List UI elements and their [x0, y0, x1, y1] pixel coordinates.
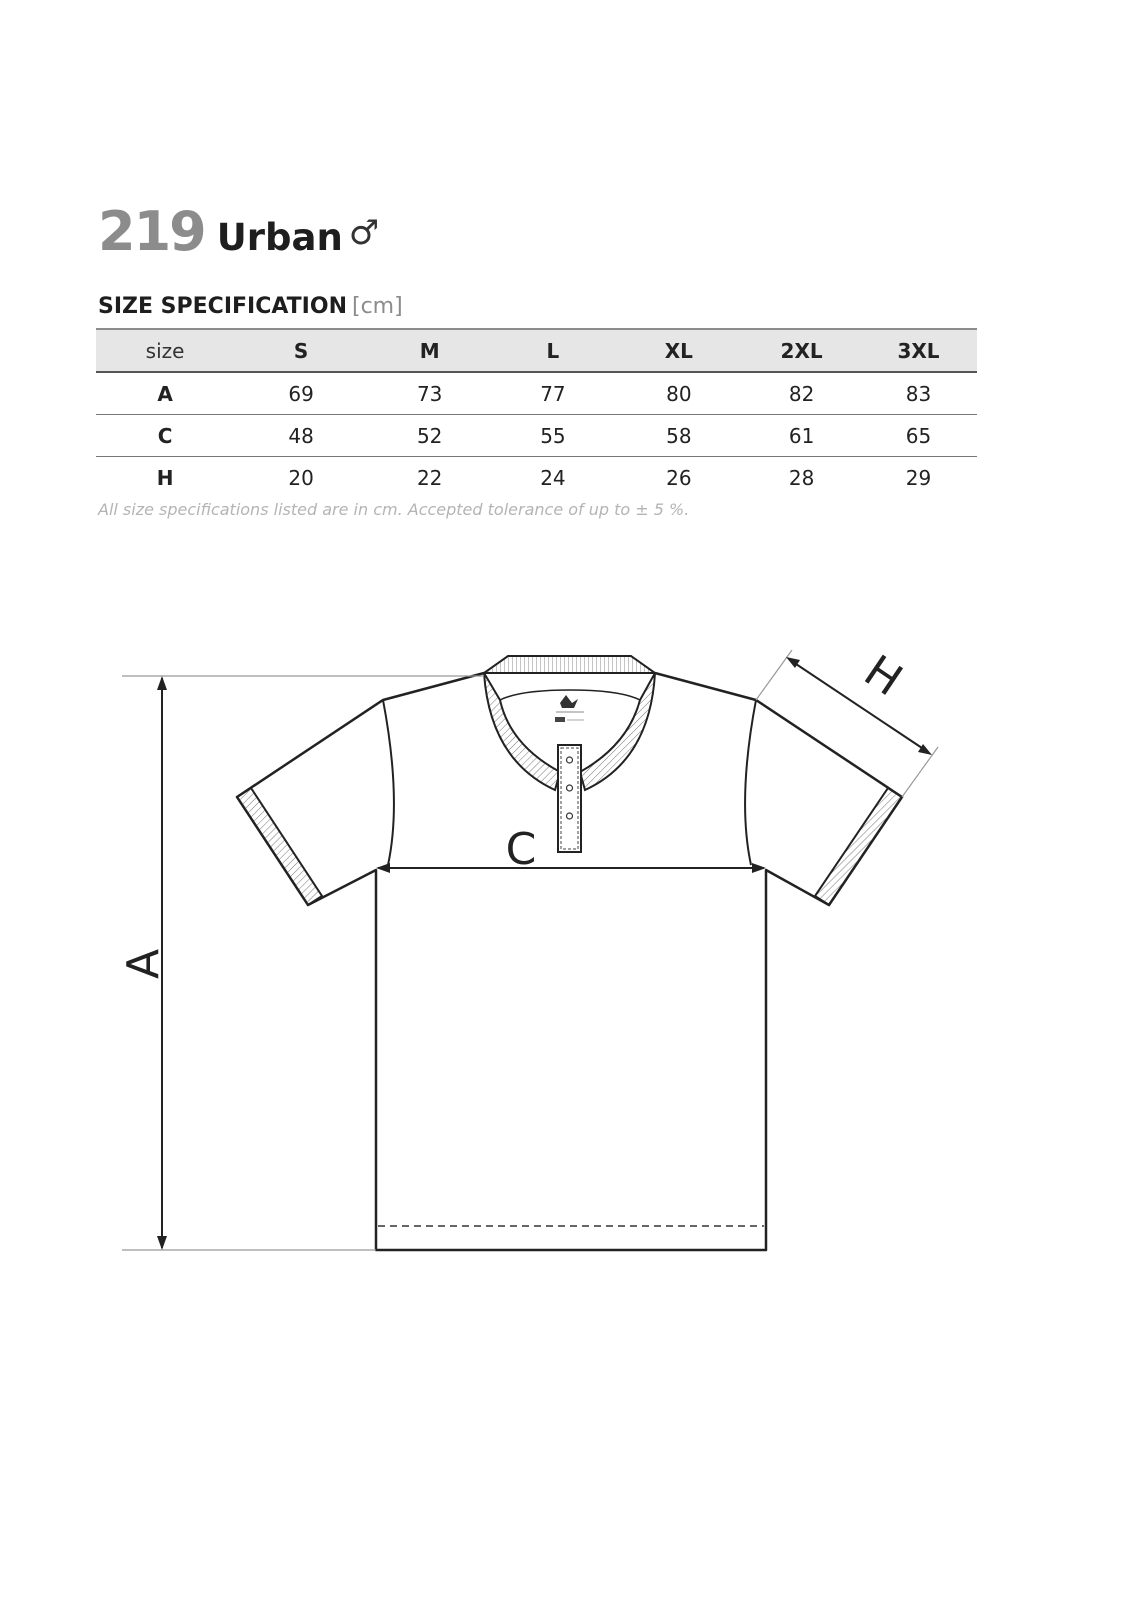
male-icon: ♂: [348, 213, 380, 253]
arrowhead: [157, 1236, 167, 1250]
size-spec-title: SIZE SPECIFICATION: [98, 294, 347, 319]
column-header: L: [491, 329, 614, 372]
dimension-h-extension: [902, 747, 938, 797]
table-cell: 58: [615, 415, 744, 457]
table-cell: 82: [788, 381, 815, 406]
table-cell: 28: [743, 457, 860, 499]
product-name: Urban: [216, 216, 343, 259]
tolerance-note: All size specifications listed are in cm. Accepted tolerance of up to ± 5 %.: [98, 500, 690, 519]
dimension-a-label: A: [118, 948, 169, 980]
column-header: size: [96, 329, 234, 372]
table-cell: 26: [615, 457, 744, 499]
column-header: 2XL: [743, 329, 860, 372]
button: [567, 757, 573, 763]
column-header: M: [368, 329, 491, 372]
back-collar: [484, 656, 655, 673]
table-cell: 29: [860, 457, 977, 499]
table-cell: 83: [905, 381, 932, 406]
table-cell: 55: [491, 415, 614, 457]
dimension-c-label: C: [505, 824, 537, 875]
product-code: 219: [98, 200, 205, 263]
table-cell: 73: [416, 381, 443, 406]
table-cell: 52: [368, 415, 491, 457]
column-header: 3XL: [860, 329, 977, 372]
table-cell: 22: [368, 457, 491, 499]
column-header: S: [234, 329, 368, 372]
label-tag: [555, 717, 565, 722]
table-cell: 65: [860, 415, 977, 457]
button: [567, 785, 573, 791]
arrowhead: [157, 676, 167, 690]
row-label: A: [157, 381, 173, 406]
table-cell: 61: [743, 415, 860, 457]
table-cell: 69: [288, 381, 314, 406]
size-spec-unit: [cm]: [351, 294, 403, 319]
button: [567, 813, 573, 819]
table-cell: 80: [666, 381, 692, 406]
row-label: H: [96, 457, 234, 499]
dimension-h-label: H: [855, 645, 912, 707]
row-label: C: [96, 415, 234, 457]
table-cell: 20: [234, 457, 368, 499]
table-cell: 24: [491, 457, 614, 499]
table-cell: 77: [540, 381, 566, 406]
column-header: XL: [615, 329, 744, 372]
table-cell: 48: [234, 415, 368, 457]
